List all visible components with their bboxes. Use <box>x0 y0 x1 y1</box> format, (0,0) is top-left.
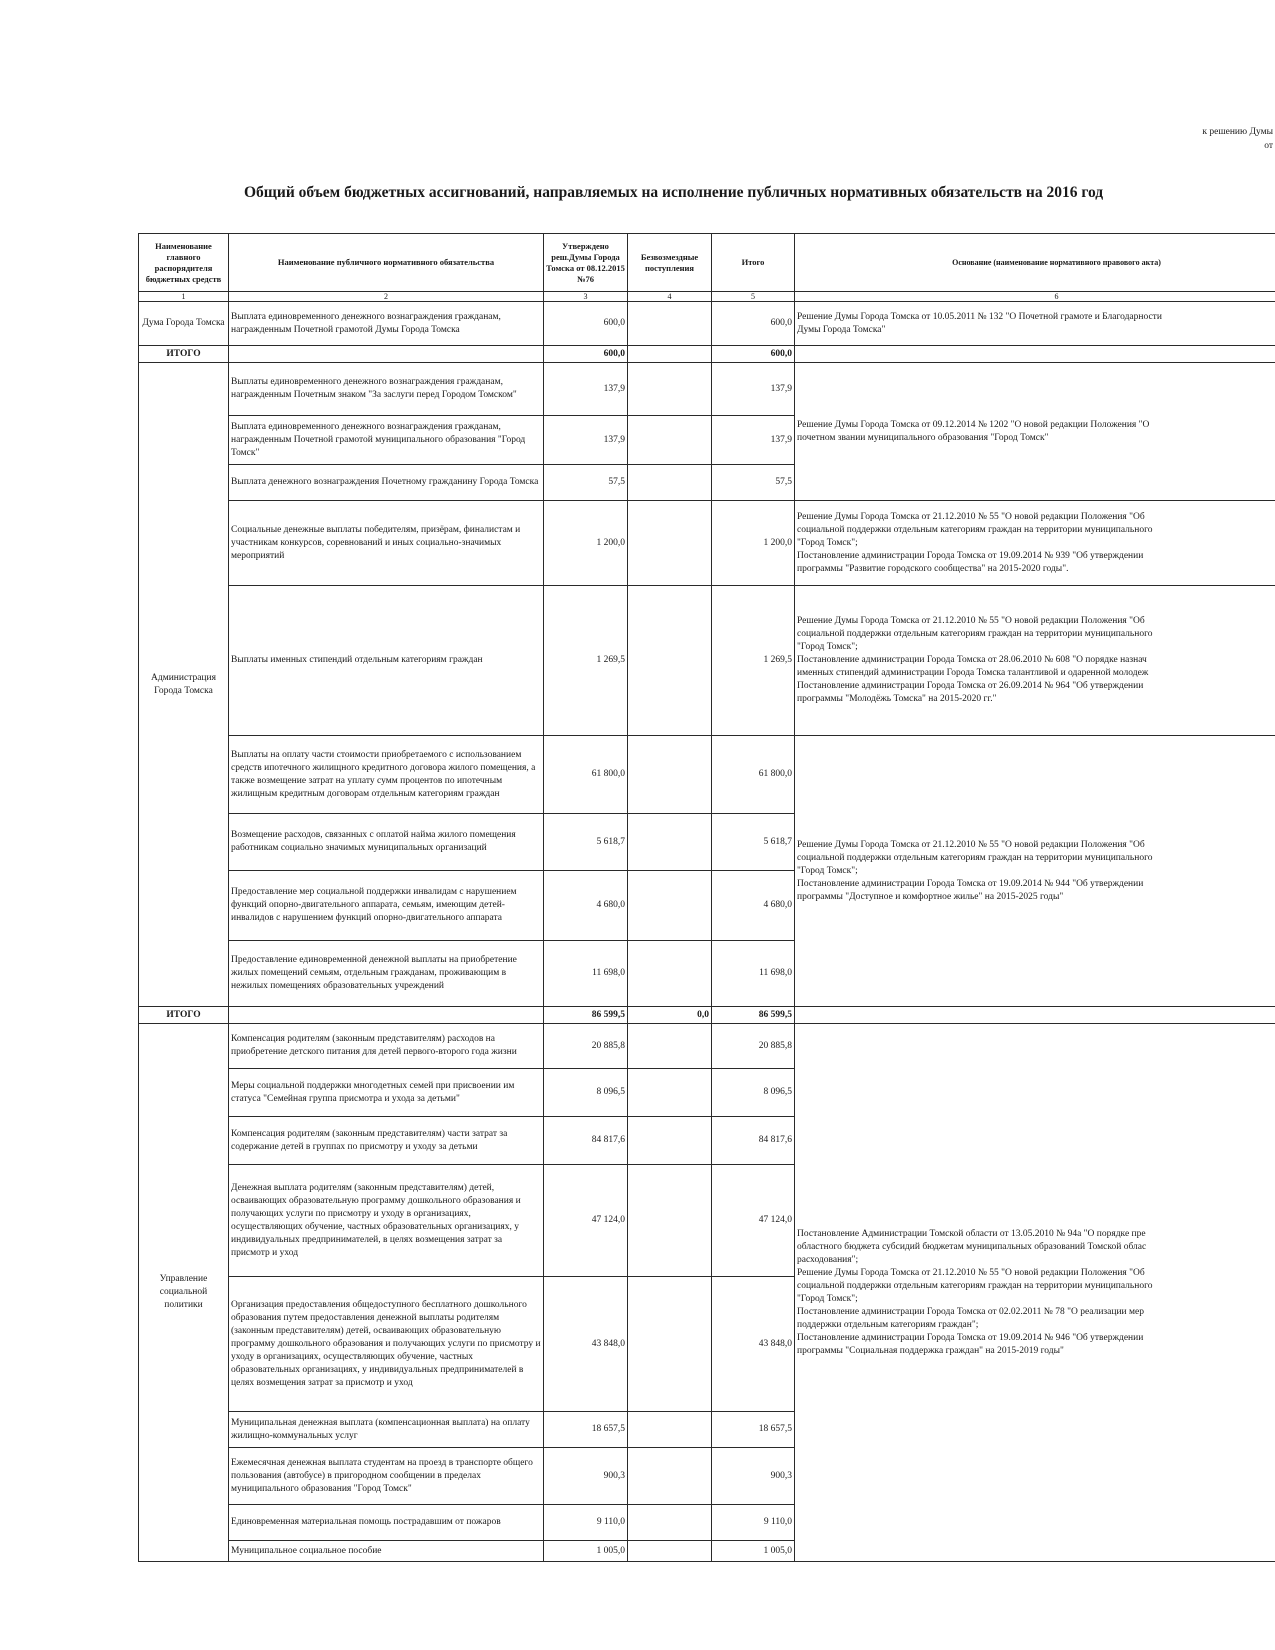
grants-amount <box>628 1448 712 1505</box>
approved-amount: 61 800,0 <box>544 736 628 814</box>
table-row <box>139 501 1275 586</box>
budget-table <box>138 233 1275 1562</box>
approved-amount: 8 096,5 <box>544 1069 628 1117</box>
subtotal-label: ИТОГО <box>139 1007 229 1024</box>
legal-basis <box>795 1024 1275 1562</box>
table-row <box>139 302 1275 346</box>
subtotal-grants <box>628 346 712 363</box>
column-number: 3 <box>544 292 628 302</box>
legal-basis-line: Постановление администрации Города Томска от 26.09.2014 № 964 "Об утверждении <box>797 681 1144 691</box>
obligation-name: Муниципальное социальное пособие <box>229 1541 544 1562</box>
total-amount: 137,9 <box>712 416 795 465</box>
grants-amount <box>628 586 712 736</box>
total-amount: 9 110,0 <box>712 1505 795 1541</box>
approved-amount: 900,3 <box>544 1448 628 1505</box>
obligation-name: Выплата единовременного денежного вознаграждения гражданам, награжденным Почетной грамотой муниципального образования "Город Томск" <box>229 416 544 465</box>
legal-basis-line: Решение Думы Города Томска от 10.05.2011 № 132 "О Почетной грамоте и Благодарности <box>797 311 1162 322</box>
legal-basis-line: "Город Томск"; <box>797 642 858 652</box>
grants-amount <box>628 1024 712 1069</box>
legal-basis-line: программы "Молодёжь Томска" на 2015-2020 гг." <box>797 694 997 704</box>
legal-basis-line: Решение Думы Города Томска от 21.12.2010 № 55 "О новой редакции Положения "Об <box>797 839 1145 850</box>
approved-amount: 1 200,0 <box>544 501 628 586</box>
legal-basis-line: Постановление администрации Города Томска от 19.09.2014 № 939 "Об утверждении <box>797 550 1144 561</box>
legal-basis-line: социальной поддержки отдельным категориям граждан на территории муниципального <box>797 1280 1153 1291</box>
total-amount: 47 124,0 <box>712 1165 795 1277</box>
subtotal-label: ИТОГО <box>139 346 229 363</box>
grants-amount <box>628 871 712 941</box>
total-amount: 20 885,8 <box>712 1024 795 1069</box>
obligation-name: Возмещение расходов, связанных с оплатой найма жилого помещения работникам социально значимых муниципальных организаций <box>229 814 544 871</box>
page-title: Общий объем бюджетных ассигнований, направляемых на исполнение публичных нормативных обязательств на 2016 год <box>244 184 1104 201</box>
legal-basis-line: социальной поддержки отдельным категориям граждан на территории муниципального <box>797 629 1153 639</box>
budget-table-body <box>139 302 1275 1562</box>
total-amount: 1 269,5 <box>712 586 795 736</box>
grants-amount <box>628 501 712 586</box>
budget-table-container <box>138 233 1275 1562</box>
legal-basis-line: поддержки отдельным категориям граждан"; <box>797 1319 979 1330</box>
decision-reference-line-1: к решению Думы <box>1202 127 1273 137</box>
legal-basis-line: именных стипендий администрации Города Томска талантливой и одаренной молодеж <box>797 668 1149 678</box>
column-header-grbs: Наименование главного распорядителя бюджетных средств <box>139 234 229 292</box>
obligation-name: Выплаты на оплату части стоимости приобретаемого с использованием средств ипотечного жилищного кредитного договора жилого помещения, а также возмещение затрат на уплату сумм процентов по ипотечным жилищным кредитным договорам отдельным категориям граждан <box>229 736 544 814</box>
legal-basis-line: почетном звании муниципального образования "Город Томск" <box>797 432 1049 443</box>
grants-amount <box>628 941 712 1007</box>
total-amount: 1 200,0 <box>712 501 795 586</box>
legal-basis-line: "Город Томск"; <box>797 1293 858 1304</box>
approved-amount: 1 005,0 <box>544 1541 628 1562</box>
grants-amount <box>628 1165 712 1277</box>
legal-basis-line: программы "Социальная поддержка граждан" на 2015-2019 годы" <box>797 1345 1064 1356</box>
table-row <box>139 586 1275 736</box>
legal-basis <box>795 586 1275 736</box>
legal-basis-line: "Город Томск"; <box>797 865 858 876</box>
approved-amount: 47 124,0 <box>544 1165 628 1277</box>
approved-amount: 5 618,7 <box>544 814 628 871</box>
approved-amount: 600,0 <box>544 302 628 346</box>
approved-amount: 18 657,5 <box>544 1412 628 1448</box>
total-amount: 43 848,0 <box>712 1277 795 1412</box>
legal-basis-line: программы "Развитие городского сообщества" на 2015-2020 годы". <box>797 563 1069 574</box>
legal-basis-line: Решение Думы Города Томска от 21.12.2010 № 55 "О новой редакции Положения "Об <box>797 1267 1145 1278</box>
approved-amount: 20 885,8 <box>544 1024 628 1069</box>
grants-amount <box>628 363 712 416</box>
subtotal-row <box>139 1007 1275 1024</box>
approved-amount: 9 110,0 <box>544 1505 628 1541</box>
obligation-name: Предоставление единовременной денежной выплаты на приобретение жилых помещений семьям, отдельным гражданам, проживающим в нежилых помещениях образовательных учреждений <box>229 941 544 1007</box>
legal-basis-line: Постановление администрации Города Томска от 19.09.2014 № 944 "Об утверждении <box>797 878 1144 889</box>
column-number: 6 <box>795 292 1275 302</box>
column-number: 5 <box>712 292 795 302</box>
legal-basis <box>795 736 1275 1007</box>
total-amount: 11 698,0 <box>712 941 795 1007</box>
approved-amount: 137,9 <box>544 363 628 416</box>
obligation-name: Единовременная материальная помощь пострадавшим от пожаров <box>229 1505 544 1541</box>
column-number: 2 <box>229 292 544 302</box>
legal-basis-line: расходования"; <box>797 1254 859 1265</box>
legal-basis-line: Решение Думы Города Томска от 21.12.2010 № 55 "О новой редакции Положения "Об <box>797 616 1145 626</box>
legal-basis-line: Постановление Администрации Томской области от 13.05.2010 № 94а "О порядке пре <box>797 1228 1146 1239</box>
subtotal-approved: 86 599,5 <box>544 1007 628 1024</box>
approved-amount: 137,9 <box>544 416 628 465</box>
column-header-total: Итого <box>712 234 795 292</box>
obligation-name: Компенсация родителям (законным представителям) части затрат за содержание детей в группах по присмотру и уходу за детьми <box>229 1117 544 1165</box>
legal-basis <box>795 501 1275 586</box>
total-amount: 57,5 <box>712 465 795 501</box>
obligation-name: Выплата единовременного денежного вознаграждения гражданам, награжденным Почетной грамотой Думы Города Томска <box>229 302 544 346</box>
approved-amount: 4 680,0 <box>544 871 628 941</box>
grbs-name: Управление социальной политики <box>139 1024 229 1562</box>
subtotal-grants: 0,0 <box>628 1007 712 1024</box>
table-row <box>139 736 1275 814</box>
legal-basis-line: социальной поддержки отдельным категориям граждан на территории муниципального <box>797 852 1153 863</box>
grants-amount <box>628 1277 712 1412</box>
grants-amount <box>628 465 712 501</box>
approved-amount: 57,5 <box>544 465 628 501</box>
column-header-grants: Безвозмездные поступления <box>628 234 712 292</box>
approved-amount: 11 698,0 <box>544 941 628 1007</box>
obligation-name: Выплаты единовременного денежного вознаграждения гражданам, награжденным Почетным знаком "За заслуги перед Городом Томском" <box>229 363 544 416</box>
total-amount: 600,0 <box>712 302 795 346</box>
obligation-name: Компенсация родителям (законным представителям) расходов на приобретение детского питания для детей первого-второго года жизни <box>229 1024 544 1069</box>
table-row <box>139 1024 1275 1069</box>
obligation-name: Социальные денежные выплаты победителям, призёрам, финалистам и участникам конкурсов, соревнований и иных социально-значимых мероприятий <box>229 501 544 586</box>
legal-basis-line: "Город Томск"; <box>797 537 858 548</box>
column-header-basis: Основание (наименование нормативного правового акта) <box>795 234 1275 292</box>
legal-basis <box>795 302 1275 346</box>
decision-reference <box>1120 125 1275 153</box>
total-amount: 137,9 <box>712 363 795 416</box>
total-amount: 900,3 <box>712 1448 795 1505</box>
grants-amount <box>628 1412 712 1448</box>
approved-amount: 43 848,0 <box>544 1277 628 1412</box>
approved-amount: 84 817,6 <box>544 1117 628 1165</box>
subtotal-empty <box>229 1007 544 1024</box>
subtotal-total: 600,0 <box>712 346 795 363</box>
legal-basis-line: Постановление администрации Города Томска от 28.06.2010 № 608 "О порядке назнач <box>797 655 1147 665</box>
legal-basis-line: Решение Думы Города Томска от 21.12.2010 № 55 "О новой редакции Положения "Об <box>797 511 1145 522</box>
subtotal-empty <box>229 346 544 363</box>
subtotal-basis-empty <box>795 346 1275 363</box>
total-amount: 84 817,6 <box>712 1117 795 1165</box>
grants-amount <box>628 814 712 871</box>
legal-basis-line: программы "Доступное и комфортное жилье" на 2015-2025 годы" <box>797 891 1064 902</box>
grants-amount <box>628 1069 712 1117</box>
obligation-name: Выплаты именных стипендий отдельным категориям граждан <box>229 586 544 736</box>
approved-amount: 1 269,5 <box>544 586 628 736</box>
grbs-name: Дума Города Томска <box>139 302 229 346</box>
total-amount: 4 680,0 <box>712 871 795 941</box>
total-amount: 18 657,5 <box>712 1412 795 1448</box>
obligation-name: Предоставление мер социальной поддержки инвалидам с нарушением функций опорно-двигательного аппарата, семьям, имеющим детей-инвалидов с нарушением функций опорно-двигательного аппарата <box>229 871 544 941</box>
column-header-approved: Утверждено реш.Думы Города Томска от 08.12.2015 №76 <box>544 234 628 292</box>
total-amount: 1 005,0 <box>712 1541 795 1562</box>
column-number: 1 <box>139 292 229 302</box>
column-header-obligation: Наименование публичного нормативного обязательства <box>229 234 544 292</box>
total-amount: 61 800,0 <box>712 736 795 814</box>
legal-basis-line: Постановление администрации Города Томска от 02.02.2011 № 78 "О реализации мер <box>797 1306 1144 1317</box>
subtotal-row <box>139 346 1275 363</box>
grants-amount <box>628 416 712 465</box>
legal-basis-line: Постановление администрации Города Томска от 19.09.2014 № 946 "Об утверждении <box>797 1332 1144 1343</box>
legal-basis-line: областного бюджета субсидий бюджетам муниципальных образований Томской облас <box>797 1241 1147 1252</box>
subtotal-approved: 600,0 <box>544 346 628 363</box>
grants-amount <box>628 302 712 346</box>
subtotal-basis-empty <box>795 1007 1275 1024</box>
grants-amount <box>628 736 712 814</box>
legal-basis-line: Думы Города Томска" <box>797 324 886 335</box>
decision-reference-line-2: от <box>1264 141 1273 151</box>
grbs-name: Администрация Города Томска <box>139 363 229 1007</box>
obligation-name: Организация предоставления общедоступного бесплатного дошкольного образования путем предоставления денежной выплаты родителям (законным представителям) детей, осваивающих образовательную программу дошкольного образования и получающих услуги по присмотру и уходу в организациях, осуществляющих обучение, частных образовательных организациях, у индивидуальных предпринимателей в целях возмещения затрат за присмотр и уход <box>229 1277 544 1412</box>
grants-amount <box>628 1541 712 1562</box>
total-amount: 8 096,5 <box>712 1069 795 1117</box>
obligation-name: Денежная выплата родителям (законным представителям) детей, осваивающих образовательную программу дошкольного образования и получающих услуги по присмотру и уходу в организациях, осуществляющих обучение, частных образовательных организациях, у индивидуальных предпринимателей, в целях возмещения затрат за присмотр и уход <box>229 1165 544 1277</box>
obligation-name: Выплата денежного вознаграждения Почетному гражданину Города Томска <box>229 465 544 501</box>
column-number: 4 <box>628 292 712 302</box>
grants-amount <box>628 1505 712 1541</box>
legal-basis-line: социальной поддержки отдельным категориям граждан на территории муниципального <box>797 524 1153 535</box>
obligation-name: Ежемесячная денежная выплата студентам на проезд в транспорте общего пользования (автобусе) в пригородном сообщении в пределах муниципального образования "Город Томск" <box>229 1448 544 1505</box>
grants-amount <box>628 1117 712 1165</box>
obligation-name: Муниципальная денежная выплата (компенсационная выплата) на оплату жилищно-коммунальных услуг <box>229 1412 544 1448</box>
table-row <box>139 363 1275 416</box>
obligation-name: Меры социальной поддержки многодетных семей при присвоении им статуса "Семейная группа присмотра и ухода за детьми" <box>229 1069 544 1117</box>
legal-basis <box>795 363 1275 501</box>
total-amount: 5 618,7 <box>712 814 795 871</box>
legal-basis-line: Решение Думы Города Томска от 09.12.2014 № 1202 "О новой редакции Положения "О <box>797 419 1150 430</box>
subtotal-total: 86 599,5 <box>712 1007 795 1024</box>
